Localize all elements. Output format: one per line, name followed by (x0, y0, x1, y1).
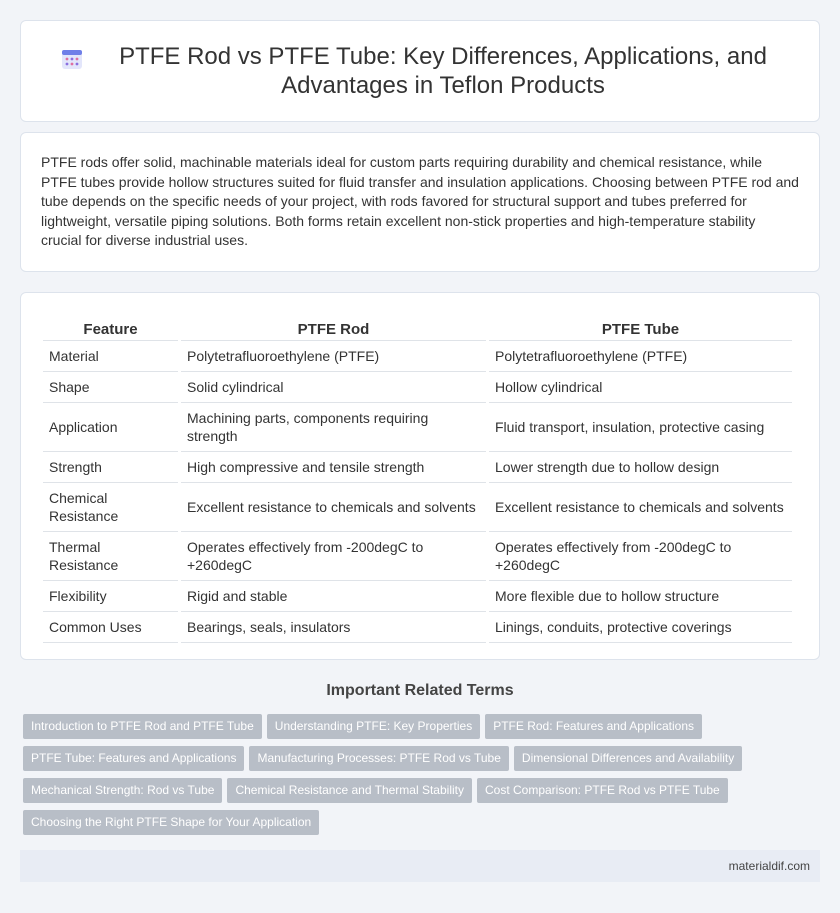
related-term-tag[interactable]: Mechanical Strength: Rod vs Tube (23, 778, 222, 803)
related-term-tag[interactable]: Dimensional Differences and Availability (514, 746, 742, 771)
title-wrap (21, 42, 819, 100)
tube-cell: Linings, conduits, protective coverings (489, 612, 792, 643)
related-term-tag[interactable]: Choosing the Right PTFE Shape for Your Application (23, 810, 319, 835)
feature-cell: Common Uses (43, 612, 178, 643)
rod-cell: Bearings, seals, insulators (181, 612, 486, 643)
related-terms-list (23, 714, 823, 842)
calendar-grid-icon (61, 48, 83, 70)
tube-cell: More flexible due to hollow structure (489, 581, 792, 612)
table-row (43, 612, 792, 643)
footer (20, 850, 820, 882)
related-terms-title: Important Related Terms (326, 682, 514, 699)
intro-card (20, 132, 820, 272)
rod-cell: Polytetrafluoroethylene (PTFE) (181, 341, 486, 372)
table-row (43, 581, 792, 612)
rod-cell: Rigid and stable (181, 581, 486, 612)
related-term-tag[interactable]: PTFE Rod: Features and Applications (485, 714, 702, 739)
header-feature: Feature (43, 313, 178, 341)
table-row (43, 532, 792, 581)
rod-cell: Operates effectively from -200degC to +260degC (181, 532, 486, 581)
tube-cell: Fluid transport, insulation, protective casing (489, 403, 792, 452)
feature-cell: Thermal Resistance (43, 532, 178, 581)
related-term-tag[interactable]: Introduction to PTFE Rod and PTFE Tube (23, 714, 262, 739)
table-row (43, 452, 792, 483)
feature-cell: Strength (43, 452, 178, 483)
rod-cell: Machining parts, components requiring strength (181, 403, 486, 452)
page-title: PTFE Rod vs PTFE Tube: Key Differences, Applications, and Advantages in Teflon Products (119, 43, 767, 99)
tube-cell: Operates effectively from -200degC to +260degC (489, 532, 792, 581)
comparison-table (40, 313, 795, 643)
tube-cell: Hollow cylindrical (489, 372, 792, 403)
table-row (43, 341, 792, 372)
header-ptfe-tube: PTFE Tube (489, 313, 792, 341)
related-term-tag[interactable]: Manufacturing Processes: PTFE Rod vs Tube (249, 746, 508, 771)
title-card (20, 20, 820, 122)
tube-cell: Excellent resistance to chemicals and solvents (489, 483, 792, 532)
feature-cell: Application (43, 403, 178, 452)
table-row (43, 483, 792, 532)
comparison-table-card (20, 292, 820, 660)
header-ptfe-rod: PTFE Rod (181, 313, 486, 341)
rod-cell: High compressive and tensile strength (181, 452, 486, 483)
rod-cell: Solid cylindrical (181, 372, 486, 403)
tube-cell: Polytetrafluoroethylene (PTFE) (489, 341, 792, 372)
table-row (43, 372, 792, 403)
table-row (43, 403, 792, 452)
related-term-tag[interactable]: PTFE Tube: Features and Applications (23, 746, 244, 771)
tube-cell: Lower strength due to hollow design (489, 452, 792, 483)
table-header-row (43, 313, 792, 341)
feature-cell: Shape (43, 372, 178, 403)
feature-cell: Material (43, 341, 178, 372)
rod-cell: Excellent resistance to chemicals and solvents (181, 483, 486, 532)
feature-cell: Chemical Resistance (43, 483, 178, 532)
related-term-tag[interactable]: Cost Comparison: PTFE Rod vs PTFE Tube (477, 778, 728, 803)
related-term-tag[interactable]: Understanding PTFE: Key Properties (267, 714, 480, 739)
footer-site-link[interactable]: materialdif.com (728, 859, 810, 873)
related-term-tag[interactable]: Chemical Resistance and Thermal Stability (227, 778, 472, 803)
feature-cell: Flexibility (43, 581, 178, 612)
intro-paragraph: PTFE rods offer solid, machinable materials ideal for custom parts requiring durability and chemical resistance, while PTFE tubes provide hollow structures suited for fluid transfer and insulation applications. Choosing between PTFE rod and tube depends on the specific needs of your project, with rods favored for structural support and tubes preferred for lightweight, versatile piping solutions. Both forms retain excellent non-stick properties and high-temperature stability crucial for diverse industrial uses. (41, 154, 799, 248)
